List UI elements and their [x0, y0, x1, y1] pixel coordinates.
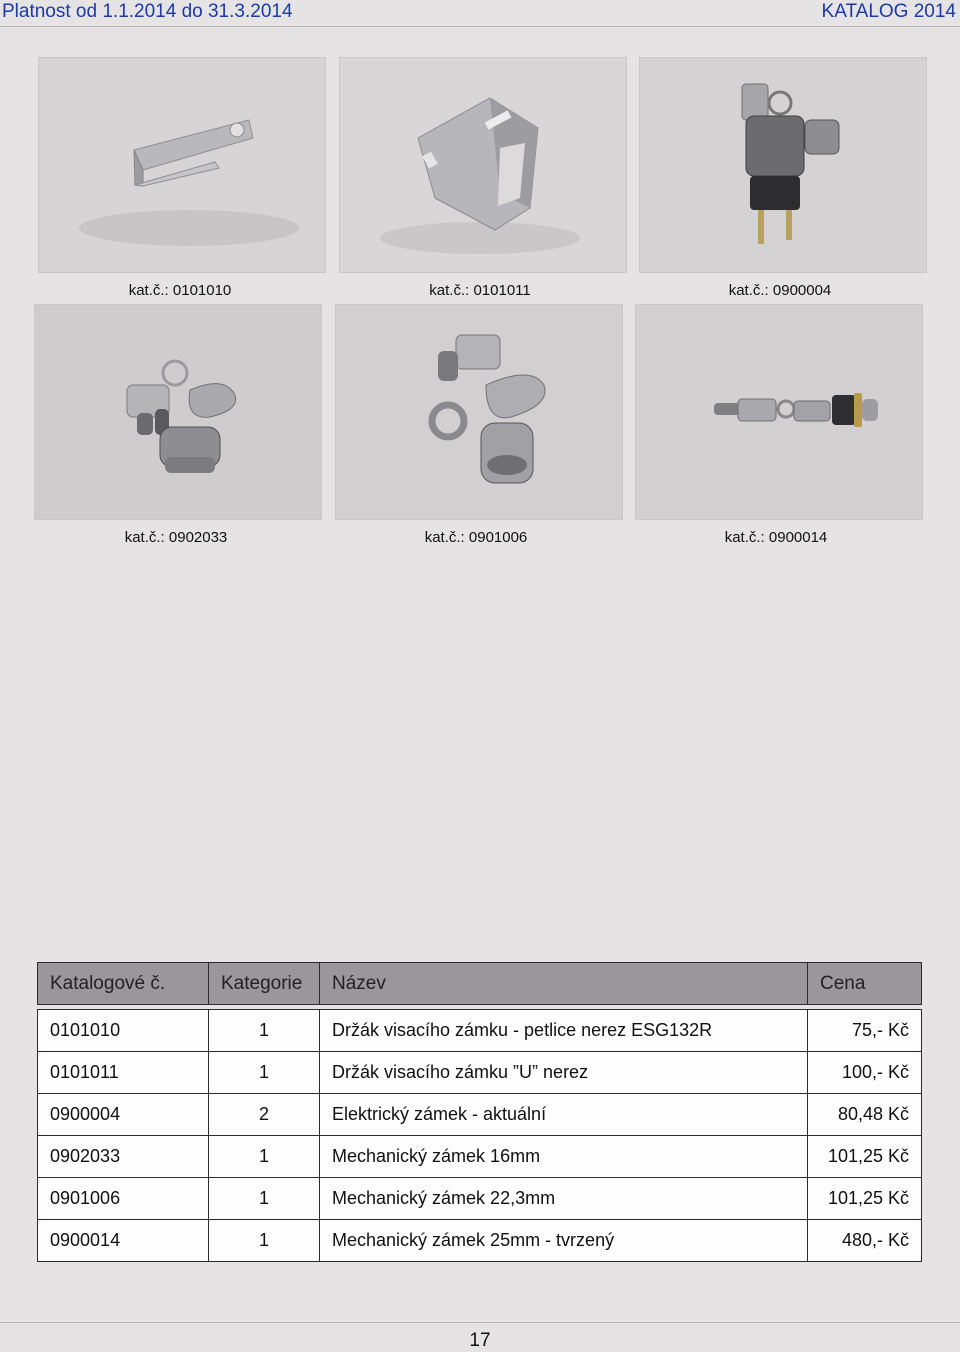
cell-price: 100,- Kč: [808, 1052, 922, 1094]
mechanical-lock-22mm-photo: [335, 304, 623, 520]
table-row: [38, 1010, 922, 1052]
product-caption: kat.č.: 0101011: [429, 282, 531, 299]
product-caption: kat.č.: 0901006: [424, 529, 528, 546]
table-row: [38, 1094, 922, 1136]
cell-name: Držák visacího zámku ”U” nerez: [320, 1052, 808, 1094]
cell-category: 1: [209, 1010, 320, 1052]
cell-price: 80,48 Kč: [808, 1094, 922, 1136]
product-caption: kat.č.: 0900014: [724, 529, 828, 546]
cell-category: 2: [209, 1094, 320, 1136]
mechanical-lock-25mm-photo: [635, 304, 923, 520]
cell-category: 1: [209, 1220, 320, 1262]
product-caption: kat.č.: 0902033: [124, 529, 228, 546]
cell-name: Mechanický zámek 16mm: [320, 1136, 808, 1178]
table-row: [38, 1178, 922, 1220]
footer-divider: [0, 1322, 960, 1323]
column-header-code: Katalogové č.: [38, 963, 209, 1005]
column-header-price: Cena: [808, 963, 922, 1005]
electric-lock-photo: [639, 57, 927, 273]
bent-bracket-photo: [38, 57, 326, 273]
cell-price: 101,25 Kč: [808, 1178, 922, 1220]
cell-category: 1: [209, 1136, 320, 1178]
u-bracket-photo: [339, 57, 627, 273]
product-caption: kat.č.: 0900004: [728, 282, 832, 299]
column-header-category: Kategorie: [209, 963, 320, 1005]
cell-name: Mechanický zámek 22,3mm: [320, 1178, 808, 1220]
cell-price: 480,- Kč: [808, 1220, 922, 1262]
catalog-title: KATALOG 2014: [821, 1, 956, 22]
mechanical-lock-16mm-photo: [34, 304, 322, 520]
table-header-row: [38, 963, 922, 1005]
cell-category: 1: [209, 1052, 320, 1094]
product-caption: kat.č.: 0101010: [128, 282, 232, 299]
cell-price: 75,- Kč: [808, 1010, 922, 1052]
table-row: [38, 1220, 922, 1262]
cell-name: Elektrický zámek - aktuální: [320, 1094, 808, 1136]
header-divider: [0, 26, 960, 27]
cell-code: 0902033: [38, 1136, 209, 1178]
cell-code: 0900014: [38, 1220, 209, 1262]
product-table: [37, 962, 922, 1262]
cell-name: Držák visacího zámku - petlice nerez ESG132R: [320, 1010, 808, 1052]
page-number: 17: [469, 1330, 491, 1351]
column-header-name: Název: [320, 963, 808, 1005]
cell-price: 101,25 Kč: [808, 1136, 922, 1178]
cell-code: 0900004: [38, 1094, 209, 1136]
cell-code: 0101010: [38, 1010, 209, 1052]
table-row: [38, 1052, 922, 1094]
cell-code: 0101011: [38, 1052, 209, 1094]
cell-category: 1: [209, 1178, 320, 1220]
cell-name: Mechanický zámek 25mm - tvrzený: [320, 1220, 808, 1262]
cell-code: 0901006: [38, 1178, 209, 1220]
table-row: [38, 1136, 922, 1178]
validity-text: Platnost od 1.1.2014 do 31.3.2014: [2, 1, 293, 22]
